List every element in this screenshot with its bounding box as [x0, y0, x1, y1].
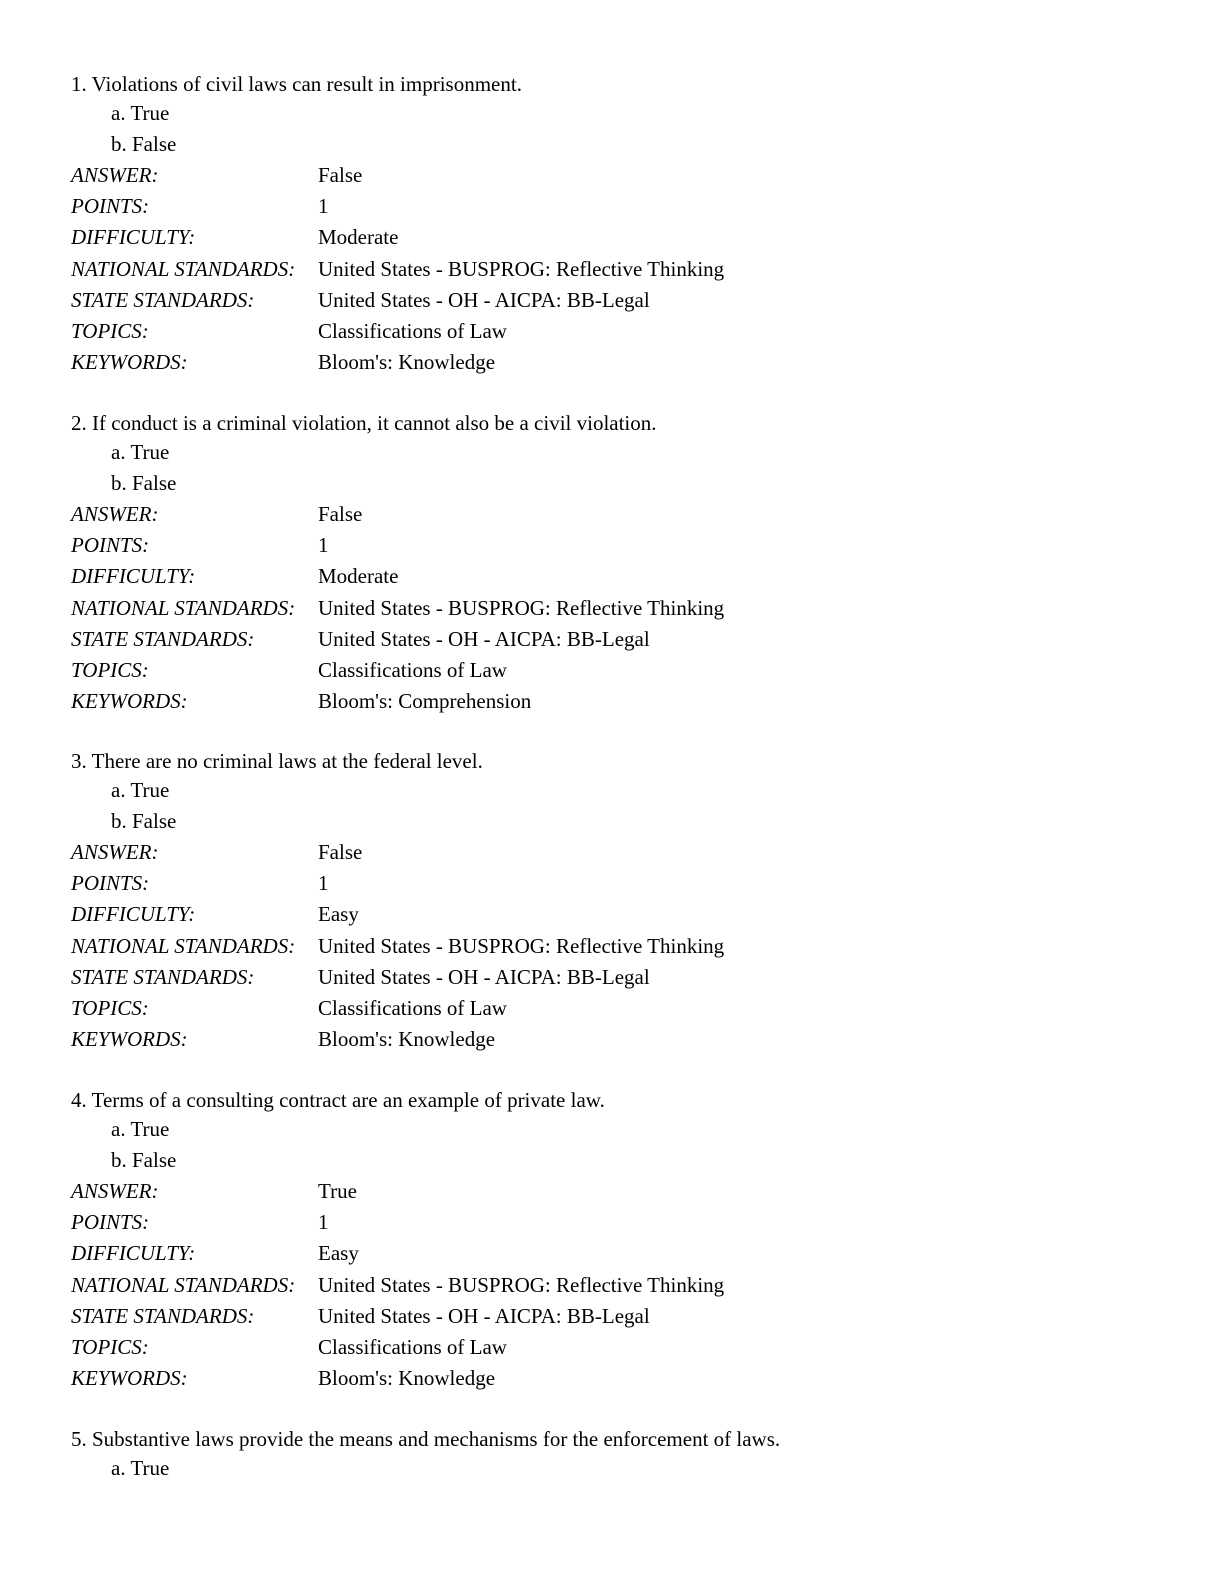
topics-value: Classifications of Law	[318, 657, 507, 682]
points-value: 1	[318, 533, 329, 558]
answer-row	[71, 837, 1171, 868]
points-value: 1	[318, 194, 329, 219]
topics-label: TOPICS:	[71, 1334, 149, 1359]
keywords-value: Bloom's: Knowledge	[318, 1366, 496, 1391]
topics-label: TOPICS:	[71, 318, 149, 343]
difficulty-label: DIFFICULTY:	[71, 902, 196, 927]
state-standards-label: STATE STANDARDS:	[71, 626, 255, 651]
points-row	[71, 191, 1171, 222]
points-label: POINTS:	[71, 1210, 150, 1235]
state-standards-value: United States - OH - AICPA: BB-Legal	[318, 1303, 650, 1328]
keywords-value: Bloom's: Knowledge	[318, 350, 496, 375]
national-standards-label: NATIONAL STANDARDS:	[71, 595, 296, 620]
answer-value: False	[318, 840, 363, 864]
topics-row	[71, 993, 1171, 1024]
difficulty-value: Moderate	[318, 564, 399, 589]
answer-row	[71, 1176, 1171, 1207]
answer-label: ANSWER:	[71, 1179, 159, 1203]
difficulty-label: DIFFICULTY:	[71, 1241, 196, 1266]
state-standards-label: STATE STANDARDS:	[71, 964, 255, 989]
answer-label: ANSWER:	[71, 840, 159, 864]
topics-row	[71, 655, 1171, 686]
question-text: 3. There are no criminal laws at the federal level.	[71, 749, 483, 773]
question-text: 1. Violations of civil laws can result in imprisonment.	[71, 72, 522, 96]
option-b: b. False	[111, 471, 177, 495]
option-a: a. True	[111, 101, 170, 125]
keywords-label: KEYWORDS:	[71, 1027, 188, 1052]
difficulty-row	[71, 1238, 1171, 1269]
difficulty-label: DIFFICULTY:	[71, 225, 196, 250]
state-standards-label: STATE STANDARDS:	[71, 1303, 255, 1328]
national-standards-row	[71, 931, 1171, 962]
points-value: 1	[318, 871, 329, 896]
keywords-row	[71, 347, 1171, 378]
question-3	[71, 747, 1171, 1055]
option-b: b. False	[111, 809, 177, 833]
question-text: 2. If conduct is a criminal violation, it cannot also be a civil violation.	[71, 411, 657, 435]
option-a: a. True	[111, 778, 170, 802]
difficulty-value: Easy	[318, 902, 359, 927]
keywords-label: KEYWORDS:	[71, 1366, 188, 1391]
state-standards-value: United States - OH - AICPA: BB-Legal	[318, 626, 650, 651]
points-label: POINTS:	[71, 194, 150, 219]
option-b: b. False	[111, 132, 177, 156]
points-row	[71, 868, 1171, 899]
option-a: a. True	[111, 440, 170, 464]
state-standards-value: United States - OH - AICPA: BB-Legal	[318, 964, 650, 989]
national-standards-label: NATIONAL STANDARDS:	[71, 256, 296, 281]
question-2	[71, 409, 1171, 717]
topics-row	[71, 1332, 1171, 1363]
question-1	[71, 70, 1171, 378]
question-text: 5. Substantive laws provide the means and mechanisms for the enforcement of laws.	[71, 1427, 781, 1451]
answer-value: True	[318, 1179, 357, 1203]
difficulty-value: Easy	[318, 1241, 359, 1266]
keywords-label: KEYWORDS:	[71, 689, 188, 714]
question-text: 4. Terms of a consulting contract are an example of private law.	[71, 1088, 605, 1112]
national-standards-row	[71, 254, 1171, 285]
answer-row	[71, 160, 1171, 191]
national-standards-row	[71, 1270, 1171, 1301]
topics-value: Classifications of Law	[318, 995, 507, 1020]
state-standards-value: United States - OH - AICPA: BB-Legal	[318, 287, 650, 312]
difficulty-row	[71, 899, 1171, 930]
keywords-value: Bloom's: Comprehension	[318, 689, 532, 714]
option-a: a. True	[111, 1456, 170, 1480]
question-4	[71, 1086, 1171, 1394]
state-standards-row	[71, 624, 1171, 655]
national-standards-value: United States - BUSPROG: Reflective Thinking	[318, 595, 725, 620]
state-standards-row	[71, 285, 1171, 316]
answer-row	[71, 499, 1171, 530]
points-row	[71, 1207, 1171, 1238]
answer-label: ANSWER:	[71, 163, 159, 187]
keywords-label: KEYWORDS:	[71, 350, 188, 375]
national-standards-label: NATIONAL STANDARDS:	[71, 1272, 296, 1297]
points-label: POINTS:	[71, 871, 150, 896]
keywords-row	[71, 1363, 1171, 1394]
national-standards-label: NATIONAL STANDARDS:	[71, 933, 296, 958]
national-standards-row	[71, 593, 1171, 624]
option-b: b. False	[111, 1148, 177, 1172]
keywords-row	[71, 686, 1171, 717]
points-label: POINTS:	[71, 533, 150, 558]
points-value: 1	[318, 1210, 329, 1235]
state-standards-row	[71, 962, 1171, 993]
answer-value: False	[318, 502, 363, 526]
difficulty-label: DIFFICULTY:	[71, 564, 196, 589]
difficulty-row	[71, 561, 1171, 592]
state-standards-row	[71, 1301, 1171, 1332]
national-standards-value: United States - BUSPROG: Reflective Thinking	[318, 256, 725, 281]
topics-row	[71, 316, 1171, 347]
answer-value: False	[318, 163, 363, 187]
option-a: a. True	[111, 1117, 170, 1141]
difficulty-value: Moderate	[318, 225, 399, 250]
state-standards-label: STATE STANDARDS:	[71, 287, 255, 312]
topics-label: TOPICS:	[71, 657, 149, 682]
keywords-value: Bloom's: Knowledge	[318, 1027, 496, 1052]
question-5	[71, 1425, 1171, 1484]
national-standards-value: United States - BUSPROG: Reflective Thinking	[318, 933, 725, 958]
keywords-row	[71, 1024, 1171, 1055]
difficulty-row	[71, 222, 1171, 253]
topics-label: TOPICS:	[71, 995, 149, 1020]
topics-value: Classifications of Law	[318, 1334, 507, 1359]
answer-label: ANSWER:	[71, 502, 159, 526]
topics-value: Classifications of Law	[318, 318, 507, 343]
national-standards-value: United States - BUSPROG: Reflective Thinking	[318, 1272, 725, 1297]
points-row	[71, 530, 1171, 561]
